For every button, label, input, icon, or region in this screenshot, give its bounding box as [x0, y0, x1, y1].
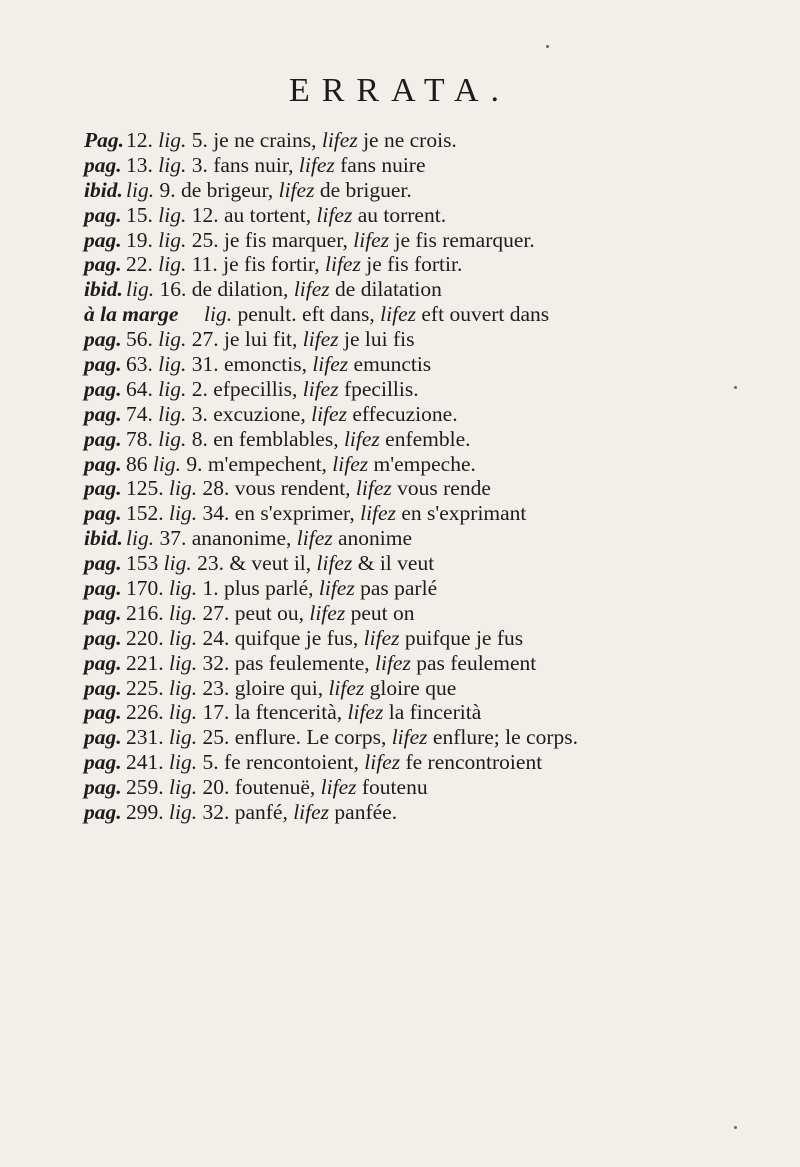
entry-page-number: 259. [126, 775, 164, 800]
entry-misprint: enflure. Le corps, [234, 725, 387, 750]
entry-correction: la fincerità [388, 700, 482, 725]
errata-entry [84, 128, 784, 153]
ink-speck [734, 1126, 737, 1129]
entry-misprint: de dilation, [191, 277, 289, 302]
errata-entry [84, 277, 784, 302]
entry-page-number: 170. [126, 576, 164, 601]
entry-read-label: lifez [353, 227, 390, 252]
entry-line-label: lig. [126, 177, 155, 202]
entry-line-number: 5. [191, 128, 208, 152]
entry-correction: eft ouvert dans [421, 302, 550, 327]
errata-entry [84, 178, 784, 203]
entry-line-label: lig. [169, 650, 198, 675]
entry-reference: ibid. [84, 526, 123, 551]
entry-misprint: je fis marquer, [223, 227, 348, 252]
entry-misprint: & veut il, [229, 551, 312, 576]
entry-correction: emunctis [353, 352, 432, 377]
entry-correction: enfemble. [385, 426, 471, 451]
entry-reference: pag. [84, 401, 122, 426]
entry-misprint: emonctis, [223, 352, 307, 377]
errata-entry [84, 700, 784, 725]
entry-line-label: lig. [204, 302, 233, 327]
errata-entry [84, 153, 784, 178]
errata-entry [84, 377, 784, 402]
errata-entry [84, 651, 784, 676]
entry-line-label: lig. [169, 800, 198, 825]
entry-misprint: vous rendent, [234, 476, 351, 501]
errata-title: ERRATA. [288, 72, 511, 109]
entry-page-number: 22. [126, 252, 153, 277]
entry-page-number: 152. [126, 501, 164, 526]
entry-correction: fans nuire [340, 152, 426, 177]
entry-read-label: lifez [332, 451, 369, 476]
entry-reference: pag. [84, 700, 122, 725]
entry-reference: pag. [84, 476, 122, 501]
entry-correction: peut on [350, 600, 415, 625]
entry-page-number: 125. [126, 476, 164, 501]
entry-line-number: 27. [191, 327, 219, 352]
entry-line-number: 1. [202, 576, 219, 601]
entry-line-number: 25. [191, 227, 219, 252]
entry-misprint: peut ou, [234, 600, 304, 625]
errata-entry [84, 228, 784, 253]
entry-correction: je fis remarquer. [394, 227, 535, 252]
entry-line-number: 23. [197, 551, 224, 576]
entry-page-number: 220. [126, 625, 164, 650]
entry-read-label: lifez [293, 800, 330, 825]
entry-misprint: je lui fit, [223, 327, 298, 352]
errata-entry [84, 501, 784, 526]
entry-line-label: lig. [158, 352, 187, 377]
entry-reference: pag. [84, 551, 122, 576]
entry-line-number: 27. [202, 600, 230, 625]
entry-line-label: lig. [169, 700, 198, 725]
entry-read-label: lifez [325, 252, 361, 277]
entry-line-label: lig. [169, 625, 198, 650]
errata-entry [84, 626, 784, 651]
entry-correction: je ne crois. [363, 128, 457, 152]
entry-line-label: lig. [169, 600, 198, 625]
entry-misprint: en s'exprimer, [234, 501, 355, 526]
entry-correction: fpecillis. [343, 376, 419, 401]
entry-read-label: lifez [375, 650, 411, 675]
entry-line-label: lig. [169, 576, 198, 601]
entry-read-label: lifez [320, 775, 357, 800]
entry-line-label: lig. [158, 202, 187, 227]
entry-line-label: lig. [158, 227, 187, 252]
entry-reference: pag. [84, 327, 122, 352]
entry-correction: en s'exprimant [401, 501, 527, 526]
entry-reference: pag. [84, 252, 122, 277]
entry-misprint: je fis fortir, [223, 252, 320, 277]
entry-correction: je lui fis [344, 327, 415, 352]
entry-misprint: au tortent, [223, 202, 312, 227]
entry-line-number: 9. [159, 177, 176, 202]
entry-page-number: 241. [126, 750, 164, 775]
entry-read-label: lifez [355, 476, 392, 501]
entry-read-label: lifez [343, 426, 380, 451]
entry-page-number: 153 [126, 551, 159, 576]
entry-page-number: 13. [126, 152, 153, 177]
entry-misprint: panfé, [234, 800, 288, 825]
errata-entry [84, 203, 784, 228]
entry-line-label: lig. [169, 775, 198, 800]
entry-misprint: m'empechent, [207, 451, 327, 476]
entry-line-label: lig. [126, 526, 155, 551]
errata-entry [84, 800, 784, 825]
entry-correction: & il veut [357, 551, 435, 576]
entry-correction: gloire que [369, 675, 457, 700]
entry-reference: ibid. [84, 177, 123, 202]
entry-line-number: 9. [186, 451, 203, 476]
entry-reference: ibid. [84, 277, 123, 302]
entry-read-label: lifez [328, 675, 365, 700]
entry-read-label: lifez [391, 725, 428, 750]
errata-entry [84, 576, 784, 601]
entry-correction: pas feulement [416, 650, 537, 675]
entry-read-label: lifez [316, 202, 353, 227]
entry-misprint: gloire qui, [234, 675, 324, 700]
entry-page-number: 56. [126, 327, 153, 352]
entry-reference: pag. [84, 451, 122, 476]
errata-entry [84, 526, 784, 551]
entry-correction: je fis fortir. [366, 252, 463, 277]
entry-line-number: 16. [159, 277, 187, 302]
entry-misprint: en femblables, [213, 426, 339, 451]
entry-read-label: lifez [302, 327, 339, 352]
entry-line-number: 32. [202, 650, 230, 675]
entry-line-number: 11. [191, 252, 218, 277]
entry-line-number: 5. [202, 750, 219, 775]
entry-line-label: lig. [169, 675, 198, 700]
entry-reference: pag. [84, 576, 122, 601]
entry-reference: pag. [84, 725, 122, 750]
entry-line-number: penult. [237, 302, 297, 327]
errata-entry [84, 402, 784, 427]
entry-reference: Pag. [84, 128, 125, 152]
entry-misprint: eft dans, [301, 302, 375, 327]
entry-misprint: plus parlé, [223, 576, 314, 601]
entry-misprint: quifque je fus, [234, 625, 359, 650]
entry-line-label: lig. [158, 401, 187, 426]
entry-correction: fe rencontroient [405, 750, 543, 775]
entry-line-number: 2. [191, 376, 208, 401]
entry-misprint: fe rencontoient, [223, 750, 359, 775]
entry-page-number: 225. [126, 675, 164, 700]
entry-reference: pag. [84, 750, 122, 775]
entry-line-number: 34. [202, 501, 230, 526]
entry-line-label: lig. [169, 725, 198, 750]
entry-read-label: lifez [318, 576, 355, 601]
entry-misprint: fans nuir, [213, 152, 294, 177]
entry-reference: à la marge [84, 302, 179, 327]
entry-read-label: lifez [363, 625, 400, 650]
entry-reference: pag. [84, 376, 122, 401]
entry-misprint: efpecillis, [213, 376, 298, 401]
entry-read-label: lifez [321, 128, 358, 152]
entry-line-label: lig. [158, 252, 187, 277]
errata-list [84, 128, 784, 825]
entry-reference: pag. [84, 227, 122, 252]
ink-speck [546, 45, 549, 48]
ink-speck [734, 386, 737, 389]
errata-entry [84, 676, 784, 701]
entry-misprint: de brigeur, [180, 177, 274, 202]
entry-line-number: 8. [191, 426, 208, 451]
errata-entry [84, 427, 784, 452]
entry-line-number: 23. [202, 675, 230, 700]
entry-line-number: 17. [202, 700, 230, 725]
entry-line-number: 3. [191, 401, 208, 426]
entry-line-label: lig. [158, 327, 187, 352]
entry-line-number: 28. [202, 476, 230, 501]
entry-misprint: pas feulemente, [234, 650, 370, 675]
entry-reference: pag. [84, 800, 122, 825]
entry-line-number: 12. [191, 202, 219, 227]
entry-page-number: 299. [126, 800, 164, 825]
entry-correction: au torrent. [357, 202, 447, 227]
entry-line-label: lig. [163, 551, 192, 576]
entry-page-number: 226. [126, 700, 164, 725]
entry-line-label: lig. [169, 750, 198, 775]
errata-entry [84, 452, 784, 477]
entry-reference: pag. [84, 426, 122, 451]
entry-line-label: lig. [126, 277, 155, 302]
entry-correction: anonime [338, 526, 413, 551]
entry-reference: pag. [84, 152, 122, 177]
entry-line-label: lig. [158, 128, 187, 152]
entry-misprint: la ftencerità, [234, 700, 343, 725]
entry-line-number: 20. [202, 775, 230, 800]
entry-line-number: 37. [159, 526, 187, 551]
entry-read-label: lifez [298, 152, 335, 177]
entry-correction: vous rende [397, 476, 491, 501]
entry-page-number: 216. [126, 600, 164, 625]
entry-read-label: lifez [347, 700, 384, 725]
entry-read-label: lifez [293, 277, 330, 302]
entry-line-number: 24. [202, 625, 230, 650]
errata-entry [84, 252, 784, 277]
entry-page-number: 231. [126, 725, 164, 750]
entry-correction: pas parlé [360, 576, 438, 601]
entry-correction: effecuzione. [352, 401, 458, 426]
entry-line-number: 25. [202, 725, 230, 750]
entry-line-label: lig. [169, 476, 198, 501]
entry-read-label: lifez [311, 401, 347, 426]
entry-page-number: 74. [126, 401, 153, 426]
entry-reference: pag. [84, 600, 122, 625]
entry-read-label: lifez [296, 526, 333, 551]
entry-read-label: lifez [278, 177, 315, 202]
entry-line-number: 32. [202, 800, 230, 825]
entry-correction: m'empeche. [373, 451, 476, 476]
entry-misprint: ananonime, [191, 526, 292, 551]
entry-read-label: lifez [380, 302, 417, 327]
entry-reference: pag. [84, 501, 122, 526]
errata-entry [84, 601, 784, 626]
entry-line-label: lig. [158, 376, 187, 401]
entry-misprint: je ne crains, [213, 128, 317, 152]
entry-reference: pag. [84, 352, 122, 377]
entry-correction: de dilatation [335, 277, 442, 302]
entry-correction: panfée. [334, 800, 398, 825]
entry-reference: pag. [84, 650, 122, 675]
entry-correction: puifque je fus [404, 625, 524, 650]
entry-read-label: lifez [360, 501, 396, 526]
entry-reference: pag. [84, 675, 122, 700]
errata-entry [84, 302, 784, 327]
entry-page-number: 78. [126, 426, 153, 451]
entry-correction: foutenu [361, 775, 428, 800]
entry-read-label: lifez [309, 600, 346, 625]
entry-read-label: lifez [316, 551, 353, 576]
entry-read-label: lifez [312, 352, 349, 377]
entry-line-number: 31. [191, 352, 219, 377]
entry-read-label: lifez [302, 376, 339, 401]
entry-reference: pag. [84, 775, 122, 800]
entry-page-number: 63. [126, 352, 153, 377]
entry-line-label: lig. [158, 152, 187, 177]
entry-misprint: excuzione, [213, 401, 306, 426]
errata-entry [84, 775, 784, 800]
errata-entry [84, 352, 784, 377]
entry-line-label: lig. [158, 426, 187, 451]
errata-entry [84, 750, 784, 775]
entry-page-number: 221. [126, 650, 164, 675]
errata-entry [84, 476, 784, 501]
entry-page-number: 64. [126, 376, 153, 401]
entry-correction: enflure; le corps. [432, 725, 578, 750]
entry-reference: pag. [84, 625, 122, 650]
entry-line-number: 3. [191, 152, 208, 177]
entry-reference: pag. [84, 202, 122, 227]
entry-read-label: lifez [364, 750, 401, 775]
errata-entry [84, 551, 784, 576]
entry-line-label: lig. [152, 451, 181, 476]
entry-page-number: 15. [126, 202, 153, 227]
errata-entry [84, 327, 784, 352]
errata-entry [84, 725, 784, 750]
entry-page-number: 86 [126, 451, 148, 476]
entry-page-number: 12. [126, 128, 153, 152]
entry-page-number: 19. [126, 227, 153, 252]
entry-correction: de briguer. [319, 177, 412, 202]
entry-line-label: lig. [169, 501, 198, 526]
entry-misprint: foutenuë, [234, 775, 316, 800]
